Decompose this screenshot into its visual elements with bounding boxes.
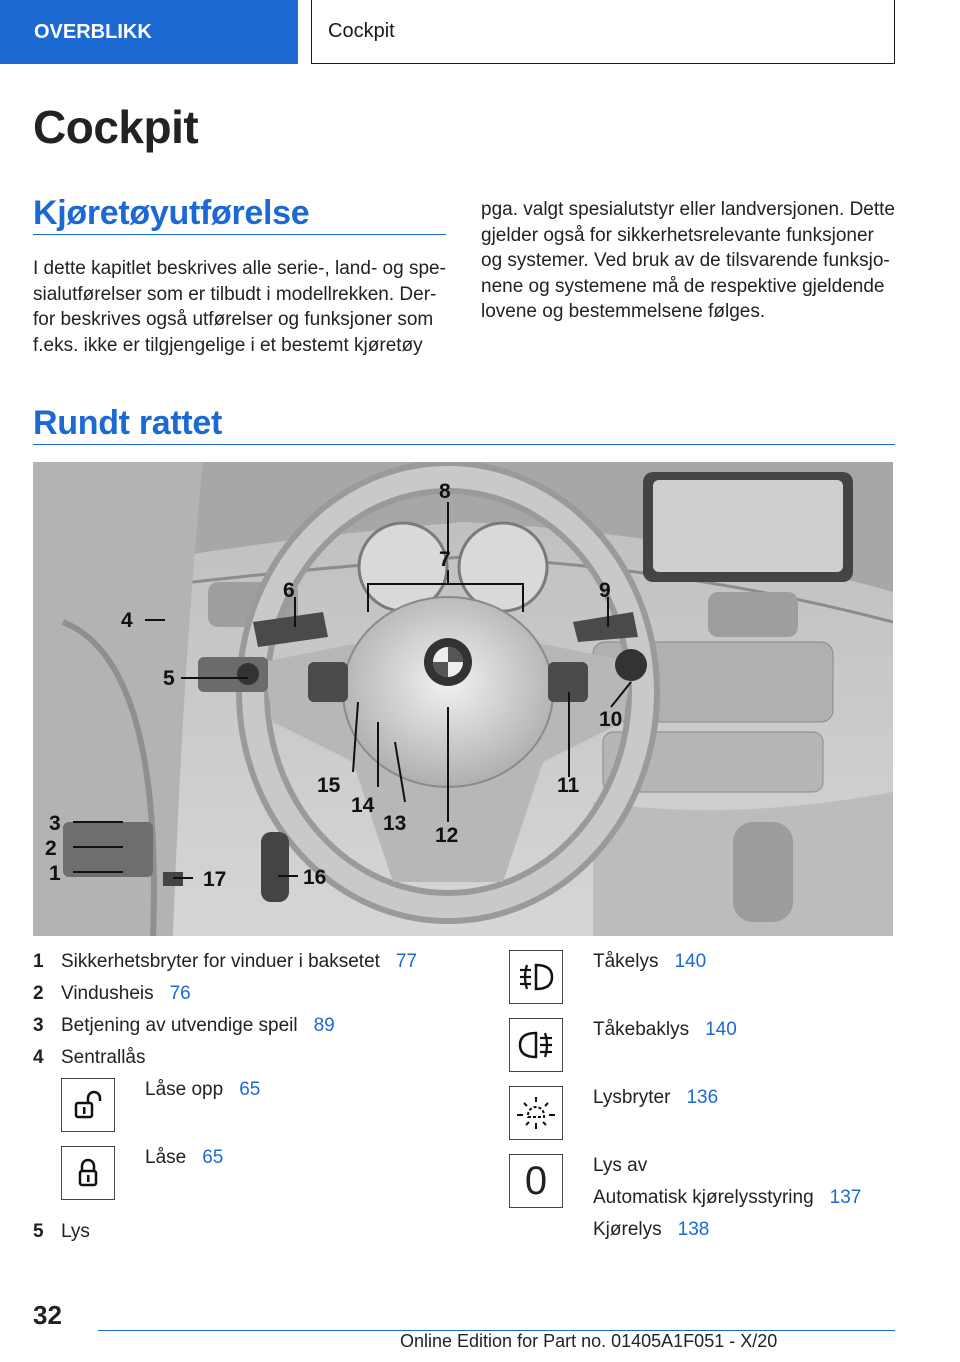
page-link[interactable]: 136 <box>686 1087 719 1108</box>
page-link[interactable]: 140 <box>705 1019 737 1040</box>
legend-light-item: Tåkelys 140 <box>593 951 707 972</box>
legend-light-item: Lysbryter 136 <box>593 1087 719 1108</box>
page-number: 32 <box>33 1300 62 1330</box>
legend-left <box>33 948 473 1248</box>
bmw-roundel-icon <box>424 638 472 686</box>
page-link[interactable]: 89 <box>313 1015 335 1036</box>
callout-10: 10 <box>599 708 623 731</box>
page-link[interactable]: 138 <box>677 1219 710 1240</box>
callout-3: 3 <box>49 812 61 835</box>
page-link[interactable]: 65 <box>239 1079 261 1100</box>
legend-item: 5 Lys <box>33 1221 90 1242</box>
page-link[interactable]: 140 <box>674 951 707 972</box>
legend-light-item: Kjørelys 138 <box>593 1219 710 1240</box>
page-link[interactable]: 76 <box>169 983 191 1004</box>
callout-15: 15 <box>317 774 341 797</box>
callout-5: 5 <box>163 667 175 690</box>
callout-13: 13 <box>383 812 407 835</box>
callout-8: 8 <box>439 480 451 503</box>
callout-7: 7 <box>439 548 451 571</box>
legend-item: 4 Sentrallås <box>33 1047 146 1068</box>
callout-16: 16 <box>303 866 327 889</box>
vehicle-para-right: pga. valgt spesialutstyr eller landversjonen. Dette gjelder også for sikkerhetsrelevante funksjoner og systemer. Ved bruk av de tilsvarende funksjo- nene og systemene må de respektive gjeldende lovene og bestemmelsene følges. <box>481 199 896 322</box>
callout-2: 2 <box>45 837 57 860</box>
light-sensor-icon <box>509 1086 563 1140</box>
edition-text: Online Edition for Part no. 01405A1F051 - X/20 <box>400 1331 778 1351</box>
legend-sub-item: Låse opp 65 <box>145 1079 261 1100</box>
vehicle-para-left: I dette kapitlet beskrives alle serie-, land- og spe- sialutførelser som er tilbudt i modellrekken. Der- for beskrives også utførelser og funksjoner som f.eks. ikke er tilgjengelige i et bestemt kjøretøy <box>33 258 446 356</box>
legend-light-item: Tåkebaklys 140 <box>593 1019 737 1040</box>
legend-item: 2 Vindusheis 76 <box>33 983 191 1004</box>
page-link[interactable]: 137 <box>829 1187 862 1208</box>
legend-right <box>508 948 898 1248</box>
page-link[interactable]: 65 <box>202 1147 224 1168</box>
legend-sub-item: Låse 65 <box>145 1147 224 1168</box>
front-fog-light-icon <box>509 950 563 1004</box>
section-rule <box>33 444 895 445</box>
legend-light-item: Lys av <box>593 1155 648 1176</box>
callout-6: 6 <box>283 579 295 602</box>
cockpit-drawing <box>33 462 893 936</box>
callout-4: 4 <box>121 609 133 632</box>
legend-item: 1 Sikkerhetsbryter for vinduer i baksetet 77 <box>33 951 418 972</box>
page-link[interactable]: 77 <box>395 951 418 972</box>
lights-off-zero-icon <box>509 1154 563 1208</box>
callout-1: 1 <box>49 862 61 885</box>
unlock-icon <box>61 1078 115 1132</box>
callout-14: 14 <box>351 794 375 817</box>
section-heading-vehicle: Kjøretøyutførelse <box>33 194 310 232</box>
callout-11: 11 <box>557 774 580 797</box>
legend-light-item: Automatisk kjørelysstyring 137 <box>593 1187 862 1208</box>
rear-fog-light-icon <box>509 1018 563 1072</box>
cockpit-illustration <box>33 462 893 936</box>
page-title: Cockpit <box>33 101 199 153</box>
legend-item: 3 Betjening av utvendige speil 89 <box>33 1015 335 1036</box>
lock-icon <box>61 1146 115 1200</box>
callout-12: 12 <box>435 824 459 847</box>
section-heading-steering: Rundt rattet <box>33 404 223 442</box>
chapter-tab[interactable]: Cockpit <box>311 0 895 64</box>
section-rule <box>33 234 446 235</box>
callout-9: 9 <box>599 579 611 602</box>
section-tab[interactable]: OVERBLIKK <box>0 0 298 64</box>
callout-17: 17 <box>203 868 227 891</box>
zero-glyph: 0 <box>524 1158 548 1203</box>
